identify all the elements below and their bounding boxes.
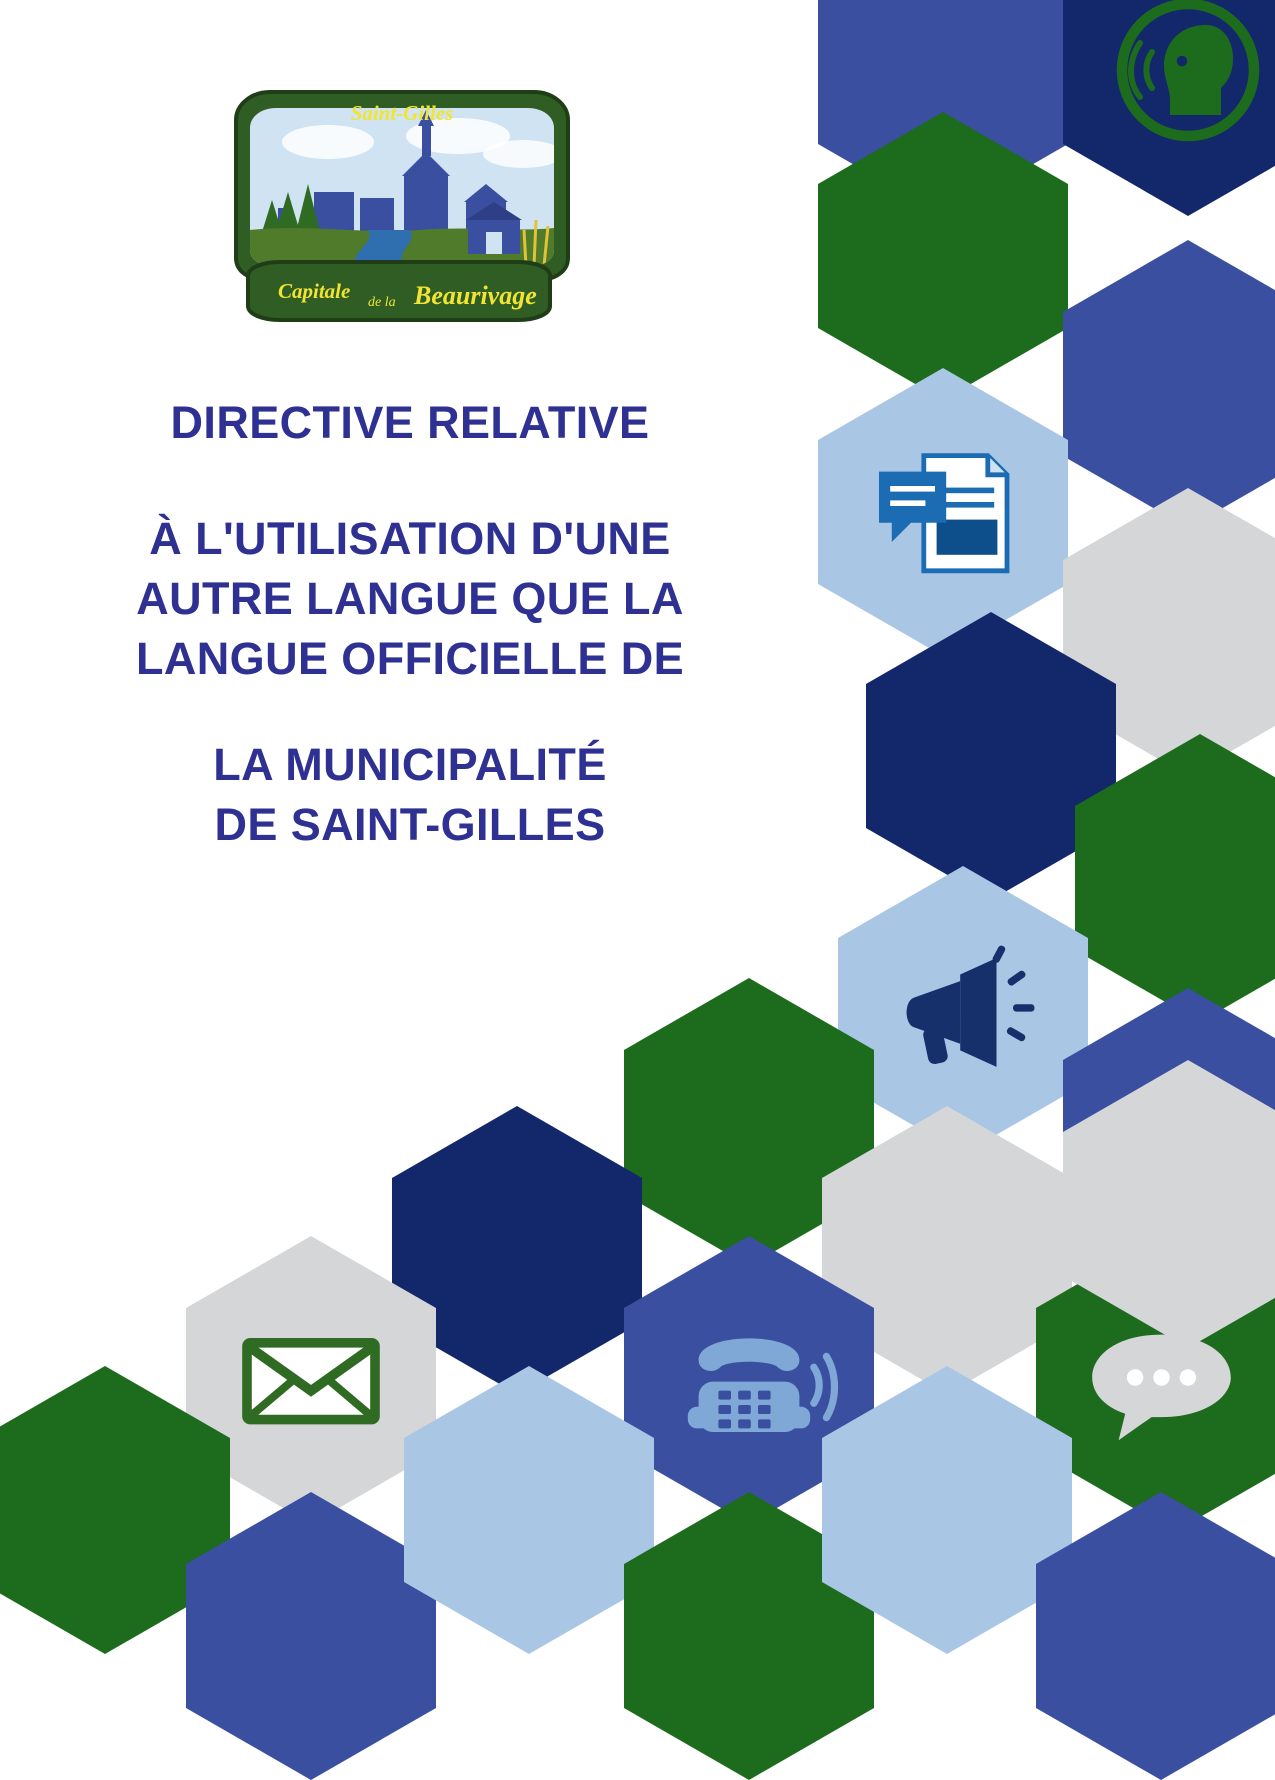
hex-royal-2 xyxy=(1063,240,1275,528)
hex-green-5 xyxy=(0,1366,230,1654)
title-line-1: DIRECTIVE RELATIVE xyxy=(170,397,650,448)
hex-navy-1 xyxy=(818,0,1068,216)
hex-envelope xyxy=(186,1236,436,1524)
hex-green-3 xyxy=(624,978,874,1266)
hex-lightblue-2 xyxy=(822,1366,1072,1654)
hex-royal-5 xyxy=(1036,1492,1275,1780)
envelope-icon xyxy=(231,1298,391,1463)
hex-megaphone xyxy=(838,866,1088,1154)
hex-head-listen xyxy=(1063,0,1275,216)
hex-lightblue-1 xyxy=(404,1366,654,1654)
logo-bottom-text-1: Capitale xyxy=(278,279,351,303)
megaphone-icon xyxy=(881,925,1046,1095)
hex-green-4 xyxy=(1063,1236,1275,1524)
logo-bottom-text-3: Beaurivage xyxy=(414,281,537,310)
title-line-3: AUTRE LANGUE QUE LA xyxy=(136,573,684,624)
hex-navy-3 xyxy=(392,1106,642,1394)
hex-green-2 xyxy=(1075,734,1275,1022)
title-line-5: LA MUNICIPALITÉ xyxy=(213,739,607,790)
hex-telephone xyxy=(624,1236,874,1524)
hex-navy-2 xyxy=(866,612,1116,900)
document-chat-icon xyxy=(863,430,1023,595)
hex-grey-1 xyxy=(1063,488,1275,776)
municipal-logo xyxy=(218,80,586,325)
hex-royal-3 xyxy=(1063,988,1275,1276)
telephone-icon xyxy=(659,1288,839,1473)
hex-royal-4 xyxy=(186,1492,436,1780)
title-spacer xyxy=(40,689,780,735)
hex-grey-3 xyxy=(1063,1060,1275,1348)
title-line-2: À L'UTILISATION D'UNE xyxy=(149,513,671,564)
title-line-6: DE SAINT-GILLES xyxy=(214,799,606,850)
logo-top-text: Saint-Gilles xyxy=(350,101,454,125)
hex-grey-2 xyxy=(822,1106,1072,1394)
title-line-4: LANGUE OFFICIELLE DE xyxy=(136,633,684,684)
logo-bottom-text-2: de la xyxy=(368,295,396,310)
hex-green-6 xyxy=(624,1492,874,1780)
hex-speech xyxy=(1036,1236,1275,1524)
hex-green-1 xyxy=(818,112,1068,400)
page-title xyxy=(40,395,780,855)
hex-document xyxy=(818,368,1068,656)
speech-bubble-icon xyxy=(1079,1295,1244,1465)
listening-head-icon xyxy=(1113,0,1263,150)
